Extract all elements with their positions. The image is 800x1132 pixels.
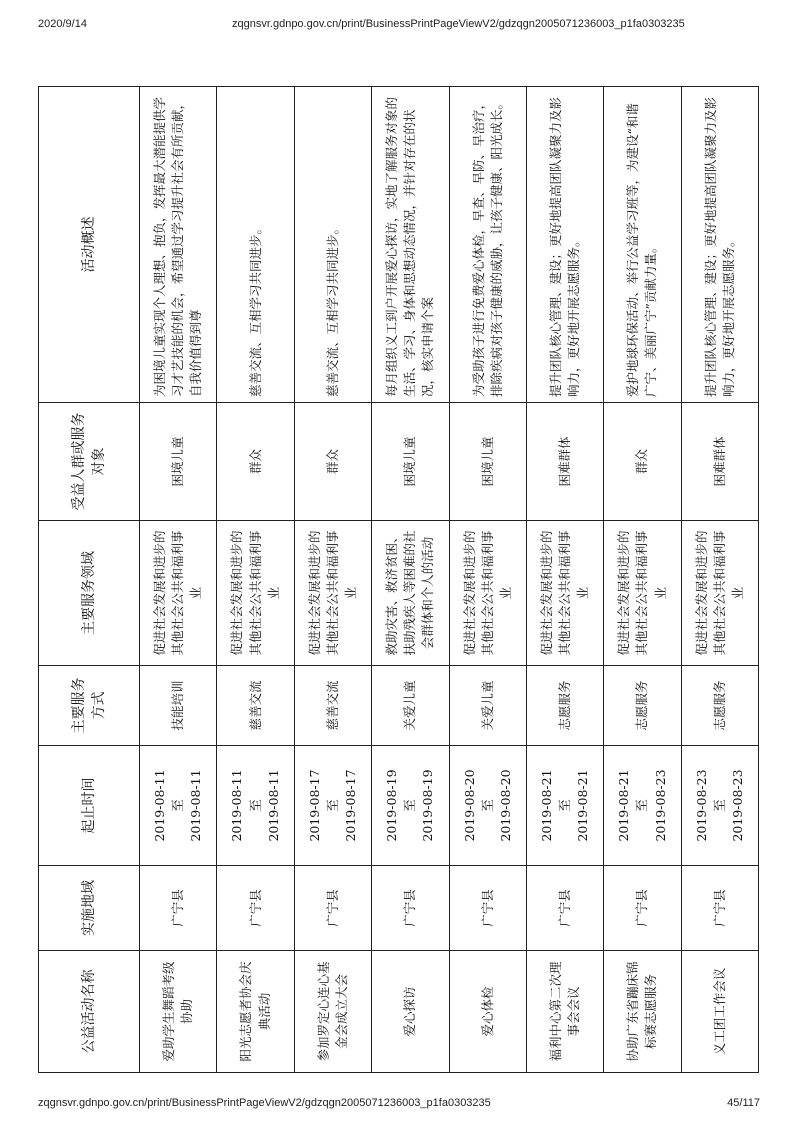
cell-beneficiary: 群众 bbox=[604, 403, 681, 521]
print-date: 2020/9/14 bbox=[38, 18, 87, 30]
cell-service-field: 促进社会发展和进步的其他社会公共和福利事业 bbox=[604, 521, 681, 666]
cell-summary: 提升团队核心管理、建设；更好地提高团队凝聚力及影响力，更好地开展志愿服务。 bbox=[681, 87, 758, 403]
date-separator: 至 bbox=[402, 799, 418, 812]
cell-service-method: 志愿服务 bbox=[681, 666, 758, 746]
date-separator: 至 bbox=[711, 799, 727, 812]
cell-service-method: 慈善交流 bbox=[217, 666, 294, 746]
cell-region: 广宁县 bbox=[681, 866, 758, 951]
cell-beneficiary: 困难群体 bbox=[681, 403, 758, 521]
cell-region: 广宁县 bbox=[294, 866, 371, 951]
print-url-header: zqgnsvr.gdnpo.gov.cn/print/BusinessPrintPageViewV2/gdzqgn2005071236003_p1fa0303235 bbox=[232, 18, 685, 30]
start-date: 2019-08-23 bbox=[693, 769, 709, 842]
cell-service-field: 促进社会发展和进步的其他社会公共和福利事业 bbox=[681, 521, 758, 666]
cell-summary: 爱护地球环保活动、举行公益学习班等，为建设“和谐广宁、美丽广宁”贡献力量。 bbox=[604, 87, 681, 403]
cell-period bbox=[372, 746, 449, 866]
cell-service-field: 促进社会发展和进步的其他社会公共和福利事业 bbox=[526, 521, 603, 666]
cell-service-field: 促进社会发展和进步的其他社会公共和福利事业 bbox=[217, 521, 294, 666]
header-service-field: 主要服务领域 bbox=[39, 521, 140, 666]
end-date: 2019-08-17 bbox=[343, 769, 358, 842]
cell-beneficiary: 群众 bbox=[294, 403, 371, 521]
end-date: 2019-08-23 bbox=[652, 769, 668, 842]
cell-region: 广宁县 bbox=[526, 866, 603, 951]
cell-summary: 为困境儿童实现个人理想、抱负，发挥最大潜能提供学习才艺技能的机会，希望通过学习提升社会有所贡献，自我价值得到尊 bbox=[140, 87, 217, 403]
cell-service-method: 关爱儿童 bbox=[372, 666, 449, 746]
start-date: 2019-08-11 bbox=[152, 769, 167, 842]
cell-region: 广宁县 bbox=[140, 866, 217, 951]
cell-beneficiary: 困境儿童 bbox=[372, 403, 449, 521]
table-row bbox=[449, 87, 526, 1073]
end-date: 2019-08-11 bbox=[188, 769, 204, 842]
end-date: 2019-08-21 bbox=[575, 769, 591, 842]
start-date: 2019-08-19 bbox=[384, 769, 400, 842]
table-row bbox=[604, 87, 681, 1073]
header-service-method: 主要服务方式 bbox=[39, 666, 140, 746]
cell-activity-name: 义工团工作会议 bbox=[681, 951, 758, 1073]
cell-region: 广宁县 bbox=[449, 866, 526, 951]
date-separator: 至 bbox=[479, 799, 495, 812]
cell-region: 广宁县 bbox=[217, 866, 294, 951]
cell-summary: 提升团队核心管理、建设；更好地提高团队凝聚力及影响力，更好地开展志愿服务。 bbox=[526, 87, 603, 403]
table-row bbox=[140, 87, 217, 1073]
cell-period bbox=[604, 746, 681, 866]
page-number: 45/117 bbox=[727, 1097, 760, 1109]
table-row bbox=[372, 87, 449, 1073]
cell-period bbox=[294, 746, 371, 866]
header-period: 起止时间 bbox=[39, 746, 140, 866]
cell-period bbox=[681, 746, 758, 866]
date-separator: 至 bbox=[634, 799, 650, 812]
cell-summary: 为受助孩子进行免费爱心体检，早查、早防、早治疗，排除疾病对孩子健康的威胁，让孩子健康、阳光成长。 bbox=[449, 87, 526, 403]
cell-beneficiary: 困境儿童 bbox=[140, 403, 217, 521]
cell-service-method: 关爱儿童 bbox=[449, 666, 526, 746]
cell-activity-name: 阳光志愿者协会庆典活动 bbox=[217, 951, 294, 1073]
cell-service-method: 志愿服务 bbox=[526, 666, 603, 746]
start-date: 2019-08-21 bbox=[616, 769, 632, 842]
cell-service-field: 促进社会发展和进步的其他社会公共和福利事业 bbox=[294, 521, 371, 666]
end-date: 2019-08-19 bbox=[420, 769, 436, 842]
cell-activity-name: 爱助学生舞蹈考级协助 bbox=[140, 951, 217, 1073]
date-separator: 至 bbox=[324, 799, 340, 812]
cell-activity-name: 爱心探访 bbox=[372, 951, 449, 1073]
cell-period bbox=[140, 746, 217, 866]
cell-service-field: 救助灾害、救济贫困、扶助残疾人等困难的社会群体和个人的活动 bbox=[372, 521, 449, 666]
cell-summary: 每月组织义工到户开展爱心探访，实地了解服务对象的生活、学习、身体和思想动态情况，并针对存在的状况，核实申请个案 bbox=[372, 87, 449, 403]
header-beneficiary: 受益人群或服务对象 bbox=[39, 403, 140, 521]
table-header-row bbox=[39, 87, 140, 1073]
cell-beneficiary: 群众 bbox=[217, 403, 294, 521]
date-separator: 至 bbox=[247, 799, 263, 812]
end-date: 2019-08-20 bbox=[497, 769, 513, 842]
cell-summary: 慈善交流、互相学习共同进步。 bbox=[294, 87, 371, 403]
print-url-footer: zqgnsvr.gdnpo.gov.cn/print/BusinessPrintPageViewV2/gdzqgn2005071236003_p1fa0303235 bbox=[38, 1097, 491, 1109]
start-date: 2019-08-21 bbox=[538, 769, 554, 842]
header-summary: 活动概述 bbox=[39, 87, 140, 403]
activity-table-frame bbox=[38, 87, 759, 1073]
header-activity-name: 公益活动名称 bbox=[39, 951, 140, 1073]
date-separator: 至 bbox=[557, 799, 572, 812]
cell-service-field: 促进社会发展和进步的其他社会公共和福利事业 bbox=[140, 521, 217, 666]
start-date: 2019-08-20 bbox=[461, 769, 477, 842]
cell-service-method: 志愿服务 bbox=[604, 666, 681, 746]
cell-period bbox=[217, 746, 294, 866]
table-row bbox=[217, 87, 294, 1073]
header-region: 实施地域 bbox=[39, 866, 140, 951]
cell-summary: 慈善交流、互相学习共同进步。 bbox=[217, 87, 294, 403]
cell-service-method: 技能培训 bbox=[140, 666, 217, 746]
date-separator: 至 bbox=[170, 799, 186, 812]
cell-beneficiary: 困难群体 bbox=[526, 403, 603, 521]
end-date: 2019-08-11 bbox=[265, 769, 281, 842]
cell-service-method: 慈善交流 bbox=[294, 666, 371, 746]
cell-activity-name: 爱心体检 bbox=[449, 951, 526, 1073]
start-date: 2019-08-11 bbox=[229, 769, 245, 842]
table-row bbox=[294, 87, 371, 1073]
cell-activity-name: 协助广东省蹦床锦标赛志愿服务 bbox=[604, 951, 681, 1073]
cell-period bbox=[449, 746, 526, 866]
end-date: 2019-08-23 bbox=[729, 769, 745, 842]
table-row bbox=[681, 87, 758, 1073]
start-date: 2019-08-17 bbox=[306, 769, 322, 842]
cell-activity-name: 参加罗定心连心基金会成立大会 bbox=[294, 951, 371, 1073]
cell-activity-name: 福利中心第二次理事会会议 bbox=[526, 951, 603, 1073]
table-row bbox=[526, 87, 603, 1073]
cell-beneficiary: 困境儿童 bbox=[449, 403, 526, 521]
cell-service-field: 促进社会发展和进步的其他社会公共和福利事业 bbox=[449, 521, 526, 666]
rotated-table-container bbox=[38, 87, 759, 1073]
cell-period bbox=[526, 746, 603, 866]
public-activity-table bbox=[38, 86, 759, 1073]
cell-region: 广宁县 bbox=[604, 866, 681, 951]
cell-region: 广宁县 bbox=[372, 866, 449, 951]
